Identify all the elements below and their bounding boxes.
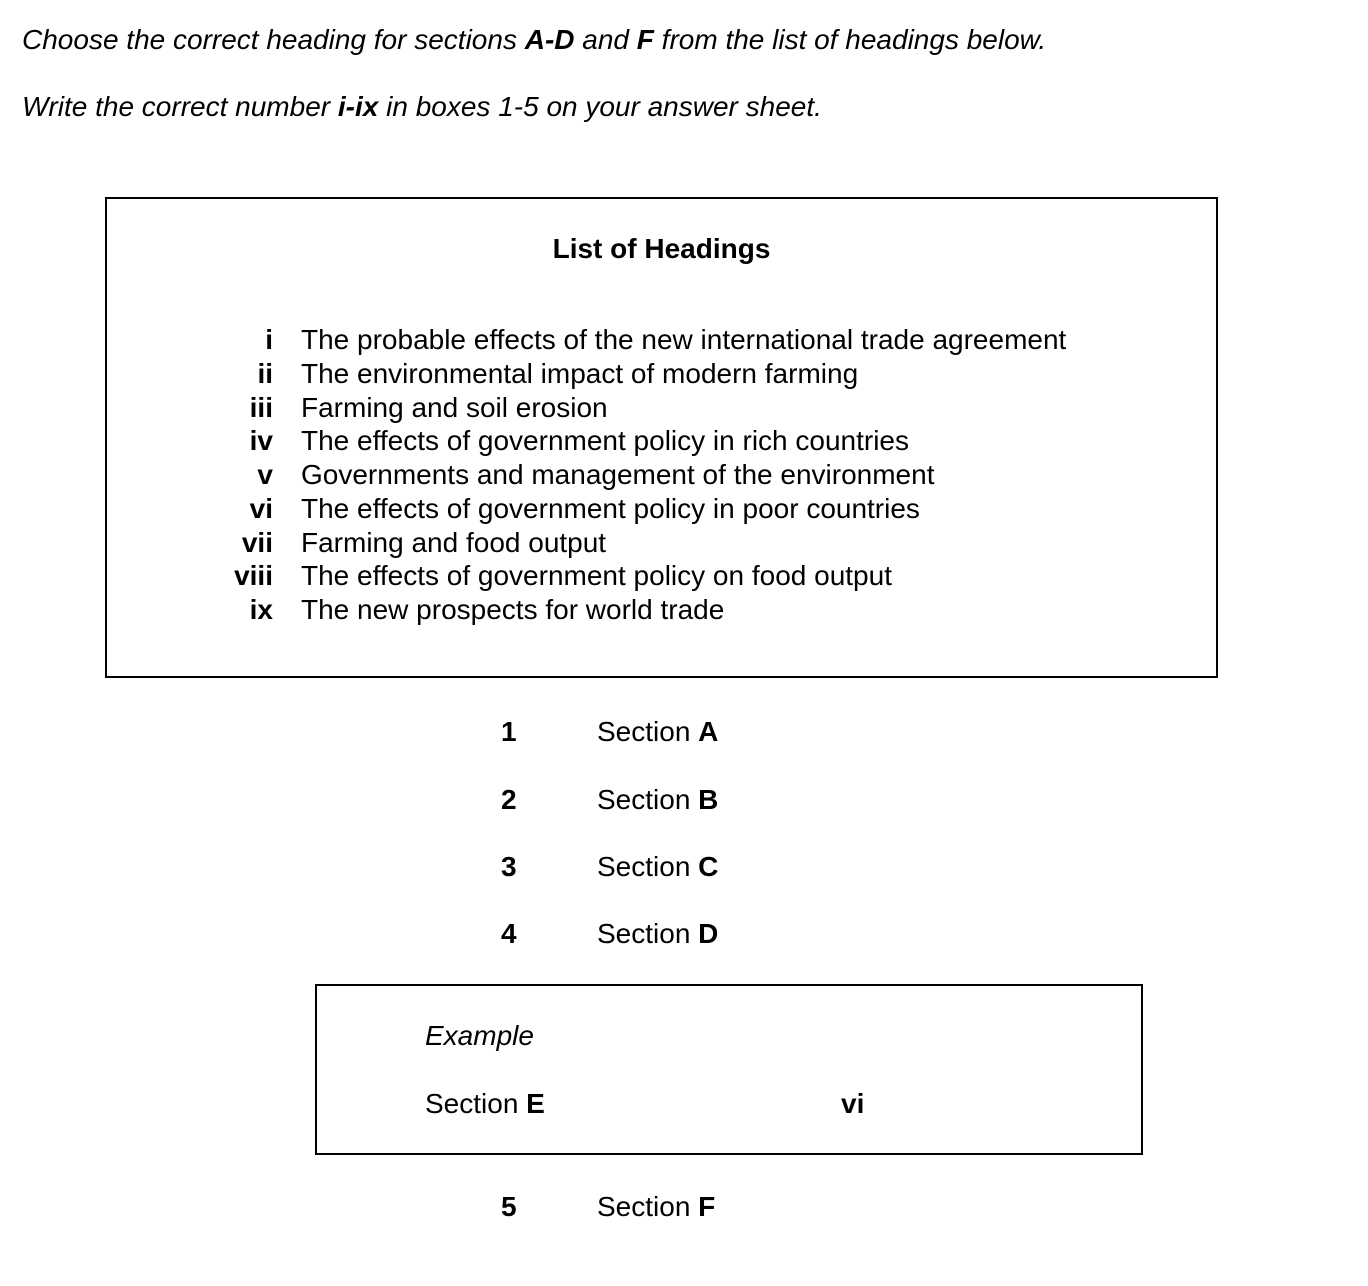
section-word: Section (597, 851, 699, 882)
question-number: 5 (501, 1191, 517, 1222)
heading-text: The effects of government policy in rich countries (301, 425, 910, 457)
heading-numeral: viii (234, 560, 273, 592)
section-letter: F (698, 1191, 716, 1222)
headings-box (105, 197, 1218, 678)
heading-text: Governments and management of the environment (301, 459, 935, 490)
section-word: Section (425, 1088, 527, 1119)
heading-numeral: v (257, 459, 273, 490)
heading-text: The effects of government policy on food output (301, 560, 892, 592)
section-letter: E (526, 1088, 545, 1119)
instruction-text: Choose the correct heading for sections (22, 24, 525, 55)
instruction-text: and (574, 24, 637, 55)
heading-numeral: iv (249, 425, 273, 457)
instruction-text: Write the correct number (22, 91, 338, 122)
section-letter: D (698, 918, 719, 949)
question-number: 4 (501, 918, 517, 949)
instruction-text: from the list of headings below. (653, 24, 1047, 55)
section-letter: B (698, 784, 719, 815)
question-section (597, 917, 718, 951)
heading-text: The probable effects of the new international trade agreement (301, 324, 1067, 355)
question-number: 1 (501, 716, 517, 747)
instruction-line-1 (22, 24, 1046, 56)
heading-text: The effects of government policy in poor countries (301, 492, 920, 524)
heading-numeral: iii (249, 391, 273, 423)
heading-numeral: ix (249, 594, 273, 625)
section-word: Section (597, 716, 699, 747)
instruction-text: in boxes 1-5 on your answer sheet. (378, 91, 822, 122)
question-section (597, 715, 718, 749)
section-word: Section (597, 784, 699, 815)
instruction-bold: A-D (524, 24, 575, 55)
question-number: 2 (501, 784, 517, 815)
example-answer: vi (841, 1088, 865, 1119)
heading-text: The environmental impact of modern farming (301, 357, 859, 389)
section-letter: C (698, 851, 719, 882)
heading-numeral: i (265, 324, 273, 355)
question-section (597, 1190, 715, 1224)
heading-text: Farming and soil erosion (301, 391, 608, 423)
headings-title: List of Headings (552, 233, 771, 264)
instruction-bold: F (636, 24, 654, 55)
heading-numeral: vi (249, 492, 273, 524)
heading-text: Farming and food output (301, 526, 607, 558)
example-box (315, 984, 1143, 1155)
section-word: Section (597, 1191, 699, 1222)
instruction-line-2 (22, 91, 822, 123)
heading-numeral: ii (257, 357, 273, 389)
section-letter: A (698, 716, 719, 747)
question-section (597, 783, 718, 817)
question-number: 3 (501, 851, 517, 882)
question-section (597, 850, 718, 884)
heading-text: The new prospects for world trade (301, 594, 725, 625)
instruction-bold: i-ix (337, 91, 379, 122)
example-label: Example (425, 1020, 534, 1051)
section-word: Section (597, 918, 699, 949)
heading-numeral: vii (241, 526, 273, 558)
example-section (425, 1088, 545, 1120)
